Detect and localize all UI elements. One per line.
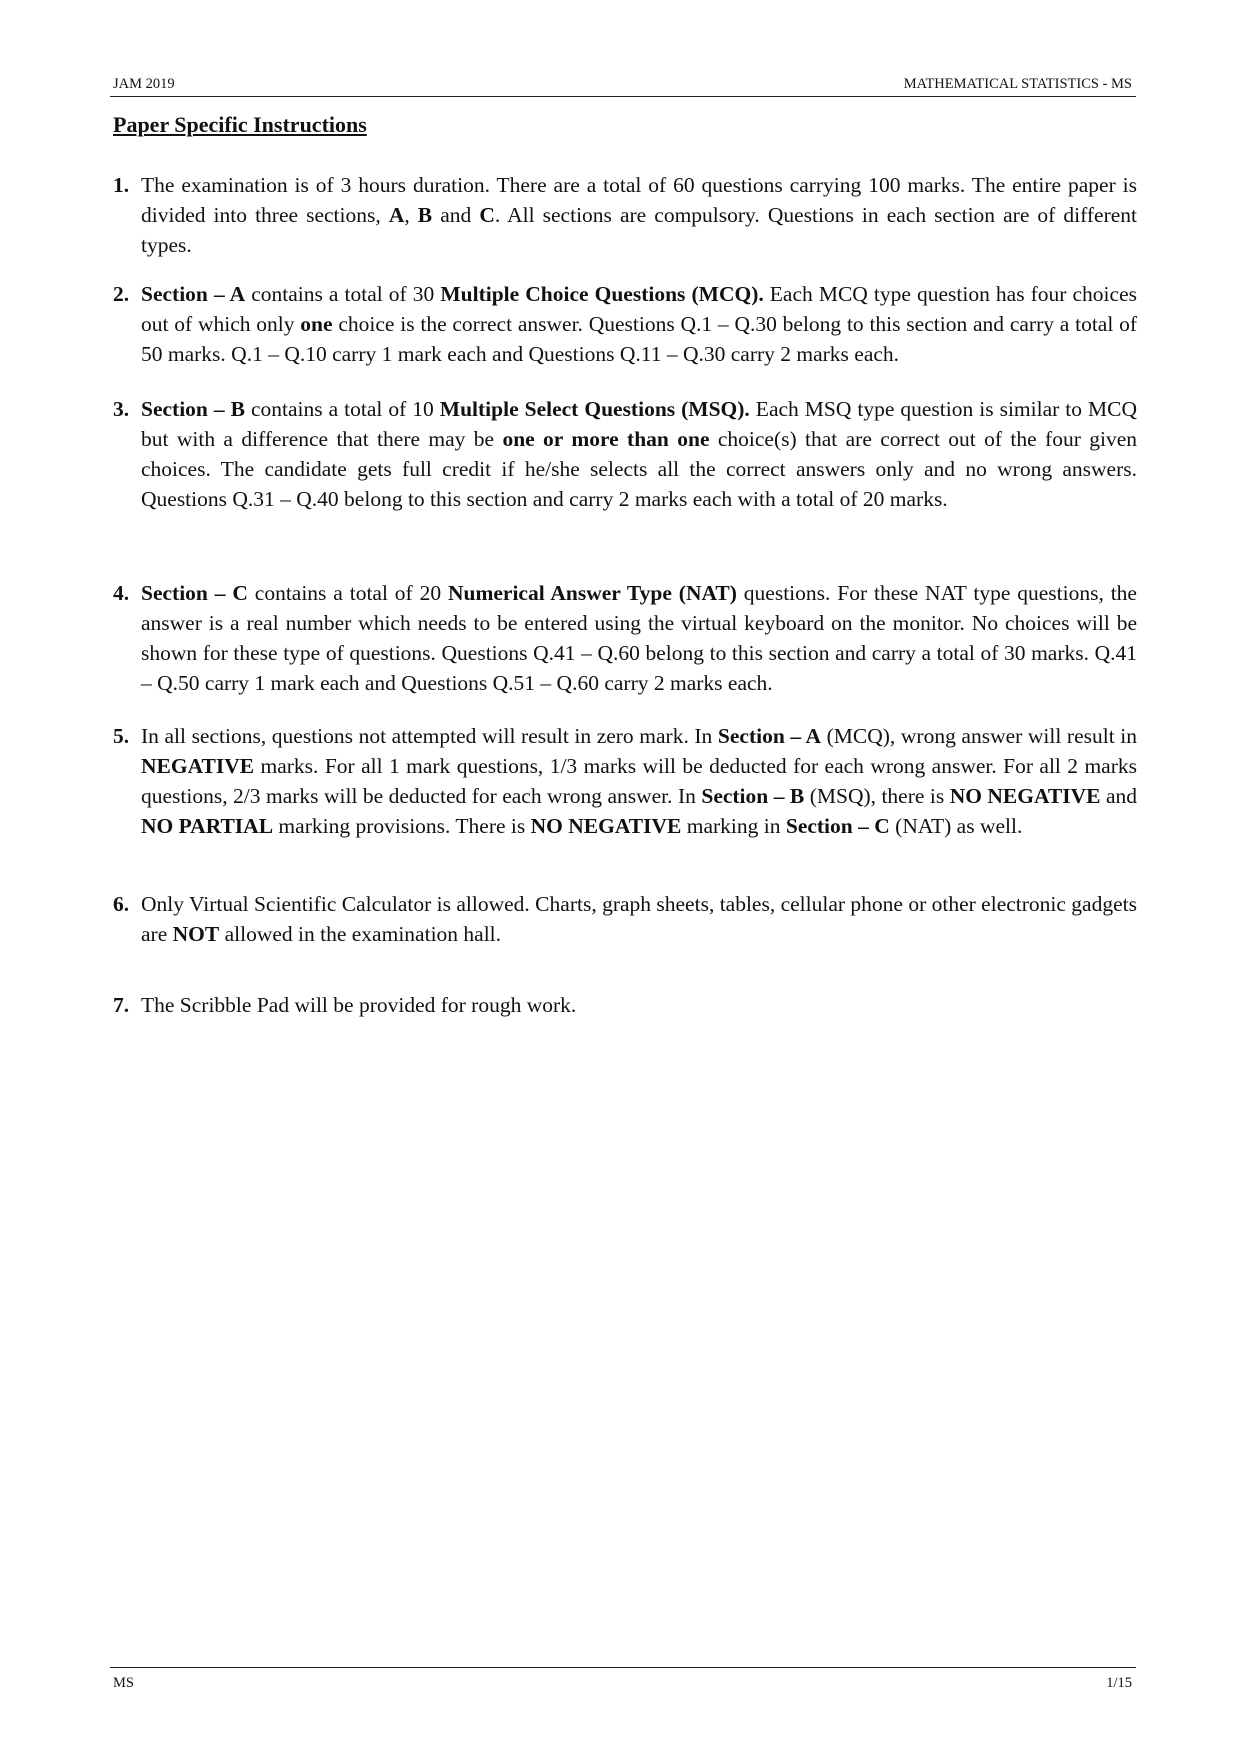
page-title: Paper Specific Instructions [113, 112, 367, 137]
instruction-text-segment: The Scribble Pad will be provided for rough work. [141, 993, 577, 1017]
emphasis-text: NO NEGATIVE [530, 814, 682, 838]
instruction-text [141, 394, 1137, 514]
instruction-text-segment: The examination is of 3 hours duration. There are a total of 60 questions carrying 100 marks. The entire paper is divided into three sections, [141, 173, 1137, 227]
instruction-text-segment: marking provisions. There is [273, 814, 531, 838]
instruction-item [113, 721, 1137, 841]
emphasis-text: B [417, 203, 433, 227]
footer-page-number: 1/15 [1106, 1675, 1132, 1691]
instruction-text-segment: questions. For these NAT type questions, the answer is a real number which needs to be entered using the virtual keyboard on the monitor. No choices will be shown for these type of questions. Questions Q.41 – Q.60 belong to this section and carry a total of 30 marks. Q.41 – Q.50 carry 1 mark each and Questions Q.51 – Q.60 carry 2 marks each. [141, 581, 1137, 695]
instruction-text-segment: contains a total of 20 [247, 581, 448, 605]
emphasis-text: Multiple Select Questions (MSQ). [439, 397, 750, 421]
instruction-text [141, 170, 1137, 260]
instruction-text-segment: and [1100, 784, 1137, 808]
instruction-text-segment: (MCQ), wrong answer will result in [821, 724, 1137, 748]
instruction-text-segment: Each MCQ type question has four choices out of which only [141, 282, 1137, 336]
emphasis-text: NO PARTIAL [141, 814, 274, 838]
instruction-number: 5. [113, 724, 130, 748]
header-paper-name: MATHEMATICAL STATISTICS - MS [903, 76, 1132, 92]
instruction-text [141, 889, 1137, 949]
instruction-item [113, 394, 1137, 514]
instruction-number: 4. [113, 581, 130, 605]
emphasis-text: one [300, 312, 333, 336]
emphasis-text: NO NEGATIVE [949, 784, 1101, 808]
instruction-text-segment: contains a total of 10 [244, 397, 440, 421]
emphasis-text: Numerical Answer Type (NAT) [447, 581, 737, 605]
instruction-number: 3. [113, 397, 130, 421]
instruction-text-segment: allowed in the examination hall. [219, 922, 502, 946]
instruction-number: 7. [113, 993, 130, 1017]
instruction-text [141, 990, 1137, 1020]
instruction-text-segment: In all sections, questions not attempted will result in zero mark. In [141, 724, 718, 748]
footer-paper-code: MS [113, 1675, 134, 1691]
emphasis-text: NEGATIVE [141, 754, 255, 778]
instruction-number: 6. [113, 892, 130, 916]
instruction-number: 1. [113, 173, 130, 197]
emphasis-text: Section – A [717, 724, 822, 748]
header-exam-name: JAM 2019 [113, 76, 175, 92]
instruction-text-segment: (NAT) as well. [889, 814, 1023, 838]
emphasis-text: C [479, 203, 495, 227]
instruction-text-segment: choice(s) that are correct out of the four given choices. The candidate gets full credit if he/she selects all the correct answers only and no wrong answers. Questions Q.31 – Q.40 belong to this section and carry 2 marks each with a total of 20 marks. [141, 427, 1137, 511]
emphasis-text: NOT [172, 922, 220, 946]
emphasis-text: Section – B [141, 397, 245, 421]
instruction-item [113, 170, 1137, 260]
emphasis-text: Section – B [701, 784, 805, 808]
page-header [110, 74, 1136, 97]
emphasis-text: Section – C [785, 814, 890, 838]
emphasis-text: Multiple Choice Questions (MCQ). [440, 282, 764, 306]
instruction-item [113, 578, 1137, 698]
instruction-item [113, 279, 1137, 369]
instruction-text-segment: contains a total of 30 [245, 282, 441, 306]
instruction-item [113, 889, 1137, 949]
instruction-text-segment: . All sections are compulsory. Questions in each section are of different types. [141, 203, 1138, 257]
page-footer [110, 1667, 1136, 1690]
emphasis-text: Section – C [141, 581, 248, 605]
instruction-text [141, 721, 1137, 841]
instruction-text [141, 578, 1137, 698]
instruction-text-segment: (MSQ), there is [804, 784, 950, 808]
instruction-text [141, 279, 1137, 369]
emphasis-text: one or more than one [502, 427, 710, 451]
emphasis-text: A [388, 203, 405, 227]
instruction-text-segment: choice is the correct answer. Questions Q.1 – Q.30 belong to this section and carry a total of 50 marks. Q.1 – Q.10 carry 1 mark each and Questions Q.11 – Q.30 carry 2 marks each. [141, 312, 1137, 366]
instruction-text-segment: Each MSQ type question is similar to MCQ but with a difference that there may be [141, 397, 1138, 451]
emphasis-text: Section – A [141, 282, 246, 306]
instruction-text-segment: marks. For all 1 mark questions, 1/3 marks will be deducted for each wrong answer. For all 2 marks questions, 2/3 marks will be deducted for each wrong answer. In [141, 754, 1137, 808]
instruction-text-segment: and [432, 203, 480, 227]
instruction-text-segment: Only Virtual Scientific Calculator is allowed. Charts, graph sheets, tables, cellular phone or other electronic gadgets are [141, 892, 1137, 946]
instruction-item [113, 990, 1137, 1020]
instruction-text-segment: marking in [681, 814, 786, 838]
instruction-text-segment: , [404, 203, 418, 227]
instruction-number: 2. [113, 282, 130, 306]
